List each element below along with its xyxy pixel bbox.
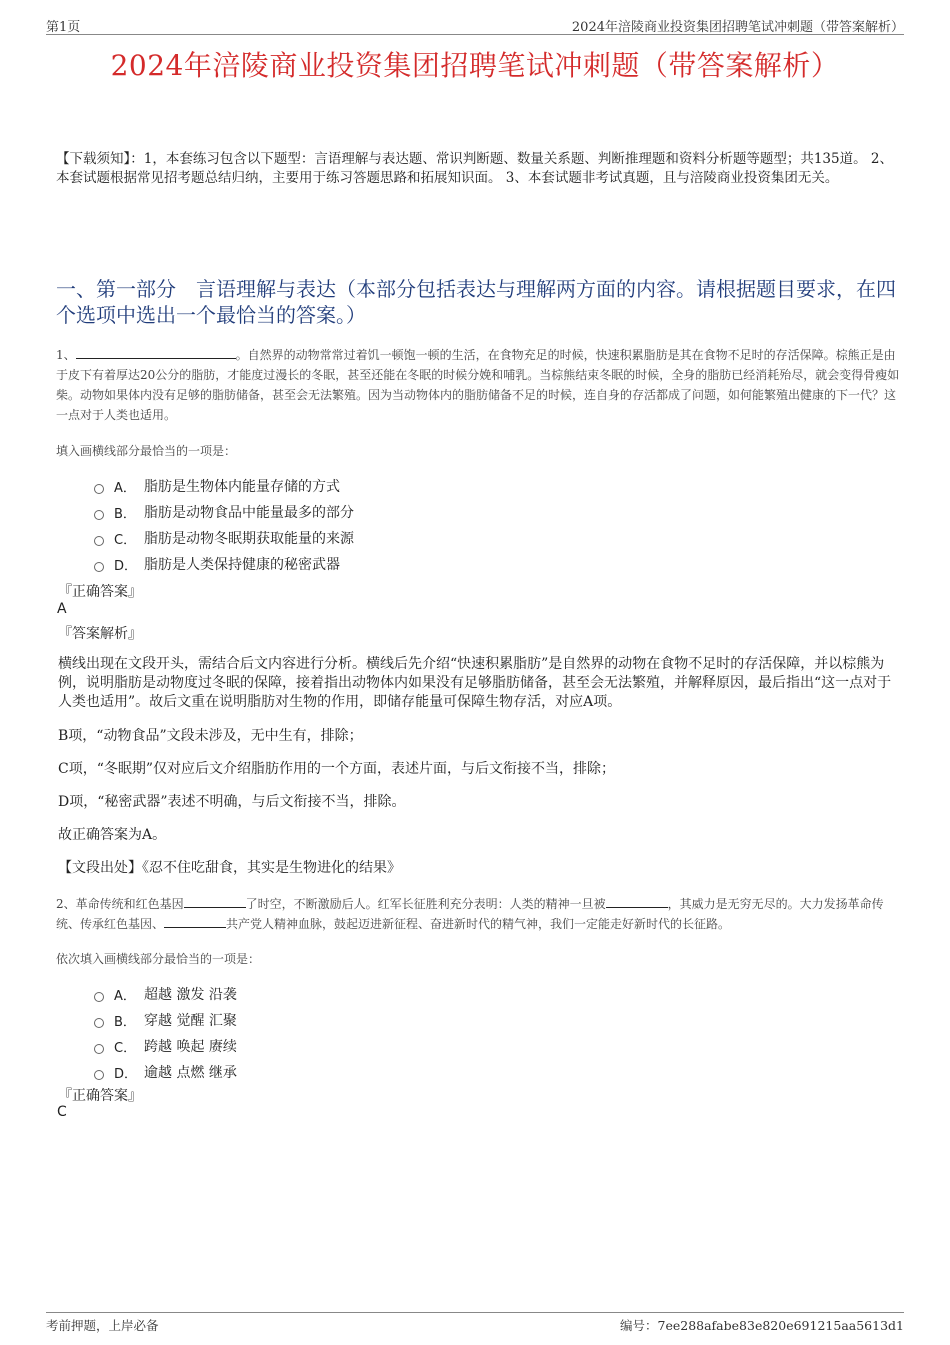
question-2-part: ，其威力是无穷无尽的。大力发扬革命传统、传承红色基因、: [56, 897, 884, 931]
option-d[interactable]: [94, 1059, 237, 1085]
analysis-conclusion: 故正确答案为A。: [58, 827, 167, 843]
option-text: 脂肪是动物冬眠期获取能量的来源: [144, 531, 354, 547]
radio-icon[interactable]: [94, 1044, 104, 1054]
question-2-options: [94, 981, 237, 1085]
option-text: 穿越 觉醒 汇聚: [144, 1013, 237, 1029]
option-c[interactable]: [94, 525, 354, 551]
correct-answer-label: 『正确答案』: [58, 584, 142, 600]
option-d[interactable]: [94, 551, 354, 577]
option-letter: D．: [114, 1066, 138, 1082]
page-header: [46, 14, 904, 35]
question-2-text: [56, 894, 901, 934]
answer-blank: [184, 895, 246, 908]
header-doc-title: 2024年涪陵商业投资集团招聘笔试冲刺题（带答案解析）: [571, 20, 904, 35]
option-c[interactable]: [94, 1033, 237, 1059]
option-text: 脂肪是生物体内能量存储的方式: [144, 479, 340, 495]
question-1-number: 1、: [56, 348, 76, 362]
option-text: 跨越 唤起 赓续: [144, 1039, 237, 1055]
option-b[interactable]: [94, 499, 354, 525]
correct-answer: C: [57, 1104, 67, 1120]
document-title: 2024年涪陵商业投资集团招聘笔试冲刺题（带答案解析）: [110, 49, 840, 82]
radio-icon[interactable]: [94, 562, 104, 572]
option-a[interactable]: [94, 473, 354, 499]
analysis-paragraph: 横线出现在文段开头，需结合后文内容进行分析。横线后先介绍“快速积累脂肪”是自然界的动物在食物不足时的存活保障，并以棕熊为例，说明脂肪是动物度过冬眠的保障，接着指出动物体内如果没有足够脂肪储备，甚至会无法繁殖，并解释原因，最后指出“这一点对于人类也适用”。故后文重在说明脂肪对生物的作用，即储存能量可保障生物存活，对应A项。: [58, 656, 892, 710]
radio-icon[interactable]: [94, 536, 104, 546]
analysis-option-d: D项，“秘密武器”表述不明确，与后文衔接不当，排除。: [58, 794, 406, 810]
analysis-label: 『答案解析』: [58, 626, 142, 642]
page-number: 第1页: [46, 20, 81, 35]
radio-icon[interactable]: [94, 510, 104, 520]
download-notice: 【下载须知】：1，本套练习包含以下题型：言语理解与表达题、常识判断题、数量关系题、判断推理题和资料分析题等题型；共135道。 2、本套试题根据常见招考题总结归纳，主要用于练习答题思路和拓展知识面。 3、本套试题非考试真题，且与涪陵商业投资集团无关。: [56, 151, 893, 186]
answer-blank: [76, 346, 236, 359]
option-letter: C．: [114, 532, 137, 548]
passage-source: 【文段出处】《忍不住吃甜食，其实是生物进化的结果》: [58, 860, 401, 876]
question-2-prompt: 依次填入画横线部分最恰当的一项是：: [56, 952, 261, 966]
analysis-option-b: B项，“动物食品”文段未涉及，无中生有，排除；: [58, 728, 363, 744]
footer-serial: 编号：7ee288afabe83e820e691215aa5613d1: [620, 1318, 904, 1333]
option-text: 脂肪是动物食品中能量最多的部分: [144, 505, 354, 521]
question-2-part: 了时空，不断激励后人。红军长征胜利充分表明：人类的精神一旦被: [245, 897, 606, 911]
question-1-text: [56, 345, 901, 425]
page-footer: [46, 1312, 904, 1335]
option-letter: A．: [114, 988, 136, 1004]
option-b[interactable]: [94, 1007, 237, 1033]
footer-slogan: 考前押题，上岸必备: [46, 1318, 159, 1333]
correct-answer-label: 『正确答案』: [58, 1088, 142, 1104]
question-1-options: [94, 473, 354, 577]
analysis-option-c: C项，“冬眠期”仅对应后文介绍脂肪作用的一个方面，表述片面，与后文衔接不当，排除；: [58, 761, 616, 777]
question-2-part: 共产党人精神血脉，鼓起迈进新征程、奋进新时代的精气神，我们一定能走好新时代的长征路。: [226, 917, 731, 931]
radio-icon[interactable]: [94, 1018, 104, 1028]
radio-icon[interactable]: [94, 1070, 104, 1080]
radio-icon[interactable]: [94, 992, 104, 1002]
option-text: 脂肪是人类保持健康的秘密武器: [144, 557, 340, 573]
option-text: 逾越 点燃 继承: [144, 1065, 237, 1081]
option-letter: D．: [114, 558, 138, 574]
answer-blank: [606, 895, 668, 908]
question-1-body: 。自然界的动物常常过着饥一顿饱一顿的生活，在食物充足的时候，快速积累脂肪是其在食物不足时的存活保障。棕熊正是由于皮下有着厚达20公分的脂肪，才能度过漫长的冬眠，甚至还能在冬眠的时候分娩和哺乳。当棕熊结束冬眠的时候，全身的脂肪已经消耗殆尽，就会变得骨瘦如柴。动物如果体内没有足够的脂肪储备，甚至会无法繁殖。因为当动物体内的脂肪储备不足的时候，连自身的存活都成了问题，如何能繁殖出健康的下一代？这一点对于人类也适用。: [56, 348, 900, 422]
option-letter: A．: [114, 480, 136, 496]
option-text: 超越 激发 沿袭: [144, 987, 237, 1003]
option-letter: B．: [114, 506, 136, 522]
option-letter: C．: [114, 1040, 137, 1056]
option-letter: B．: [114, 1014, 136, 1030]
option-a[interactable]: [94, 981, 237, 1007]
question-2-number: 2、: [56, 897, 76, 911]
correct-answer: A: [57, 601, 67, 617]
question-2-part: 革命传统和红色基因: [75, 897, 184, 911]
section-title: 一、第一部分 言语理解与表达（本部分包括表达与理解两方面的内容。请根据题目要求，在四个选项中选出一个最恰当的答案。）: [56, 277, 896, 327]
answer-blank: [164, 915, 226, 928]
question-1-prompt: 填入画横线部分最恰当的一项是：: [56, 444, 237, 458]
radio-icon[interactable]: [94, 484, 104, 494]
